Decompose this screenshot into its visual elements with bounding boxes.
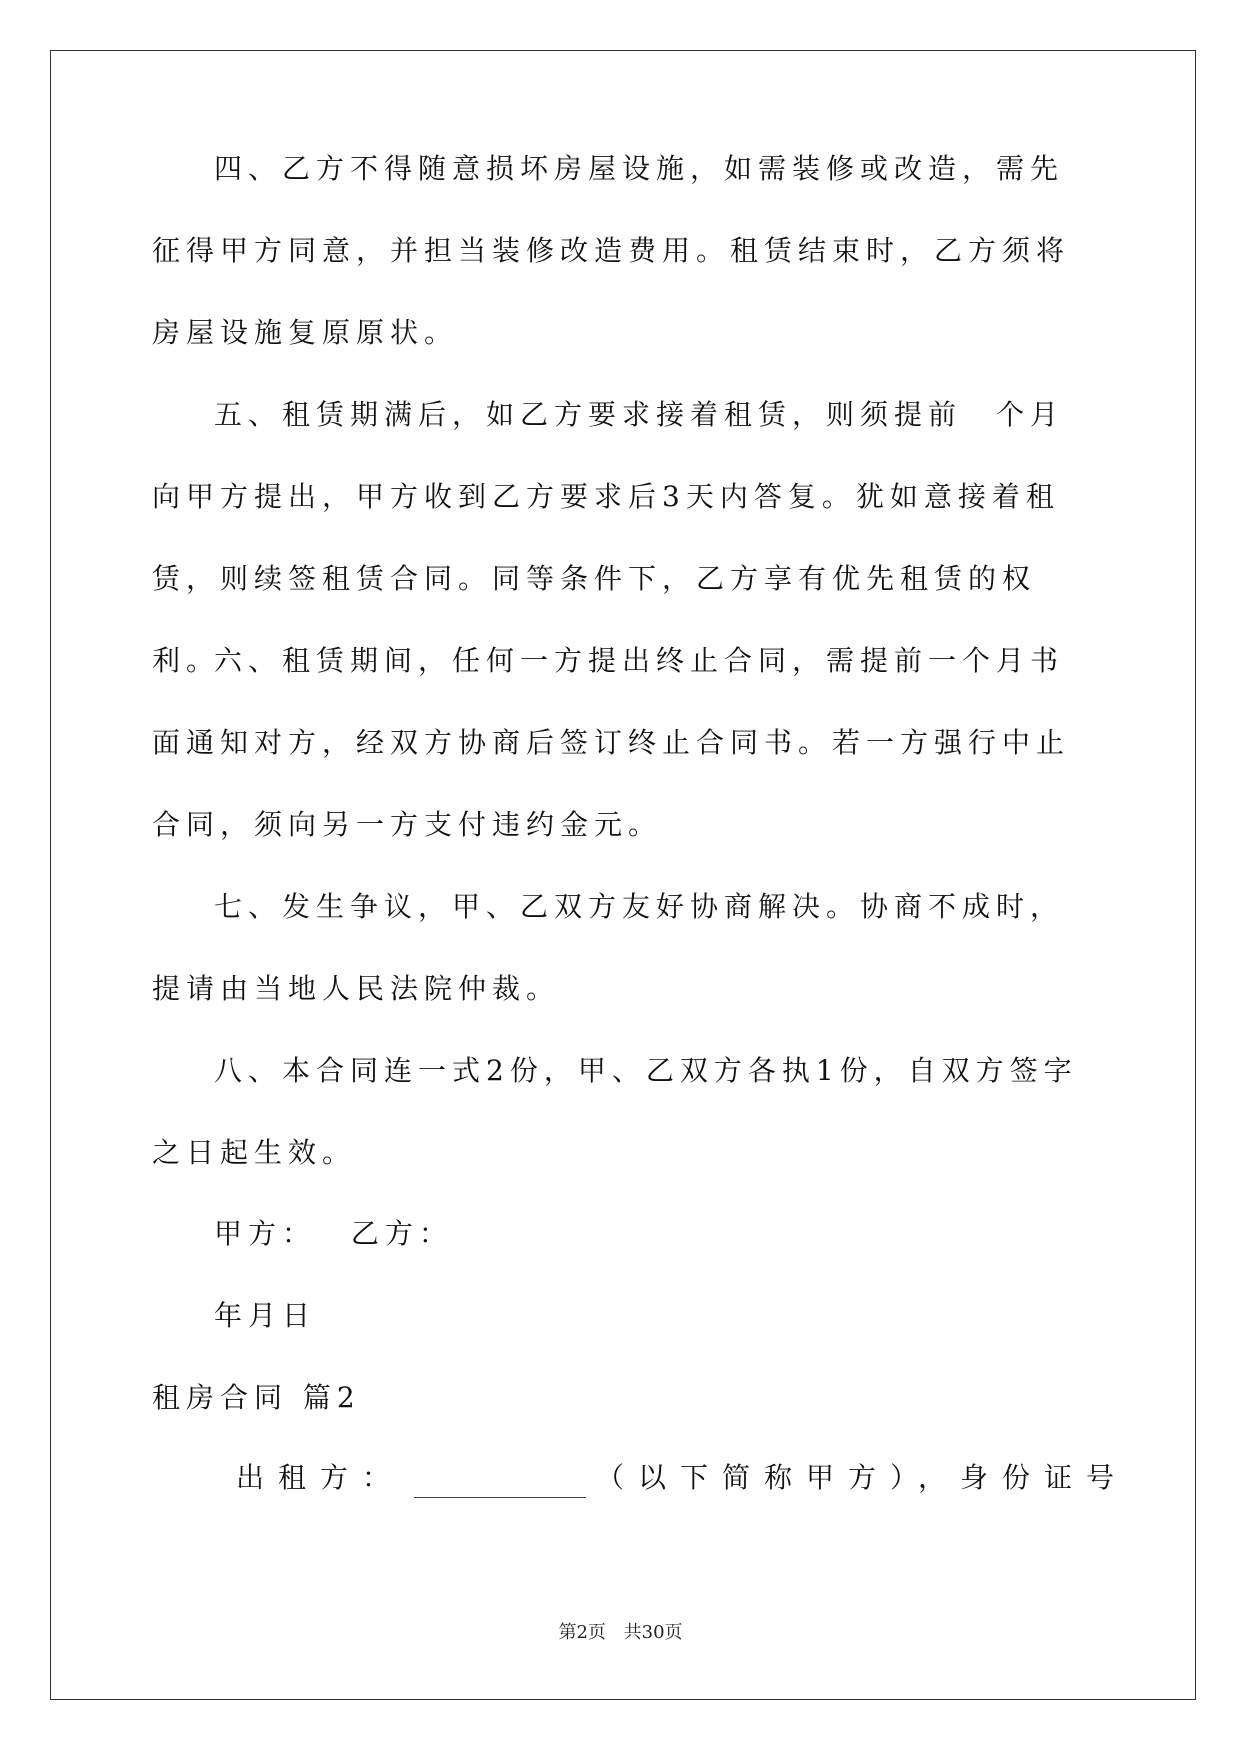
clause-5: 五、租赁期满后，如乙方要求接着租赁，则须提前 个月向甲方提出，甲方收到乙方要求后3天内答复。犹如意接着租赁，则续签租赁合同。同等条件下，乙方享有优先租赁的权利。 — [152, 398, 1065, 677]
lessor-blank — [414, 1467, 586, 1498]
lessor-label: 出租方： — [236, 1461, 405, 1494]
clause-8: 八、本合同连一式2份，甲、乙双方各执1份，自双方签字之日起生效。 — [152, 1054, 1078, 1169]
signature-line: 甲方： 乙方： — [214, 1217, 453, 1250]
clause-4: 四、乙方不得随意损坏房屋设施，如需装修或改造，需先征得甲方同意，并担当装修改造费用。租赁结束时，乙方须将房屋设施复原原状。 — [152, 152, 1071, 349]
clause-7: 七、发生争议，甲、乙双方友好协商解决。协商不成时，提请由当地人民法院仲裁。 — [152, 890, 1065, 1005]
page-total: 共30页 — [623, 1622, 683, 1643]
lessor-line — [236, 1458, 1128, 1498]
section-heading: 租房合同 篇2 — [152, 1381, 361, 1414]
clause-6: 六、租赁期间，任何一方提出终止合同，需提前一个月书面通知对方，经双方协商后签订终止合同书。若一方强行中止合同，须向另一方支付违约金元。 — [152, 644, 1071, 841]
page-footer — [0, 1618, 1241, 1644]
date-line: 年月日 — [214, 1299, 317, 1332]
lessor-suffix: （以下简称甲方），身份证号 — [596, 1461, 1129, 1494]
page-number: 第2页 — [558, 1622, 606, 1643]
